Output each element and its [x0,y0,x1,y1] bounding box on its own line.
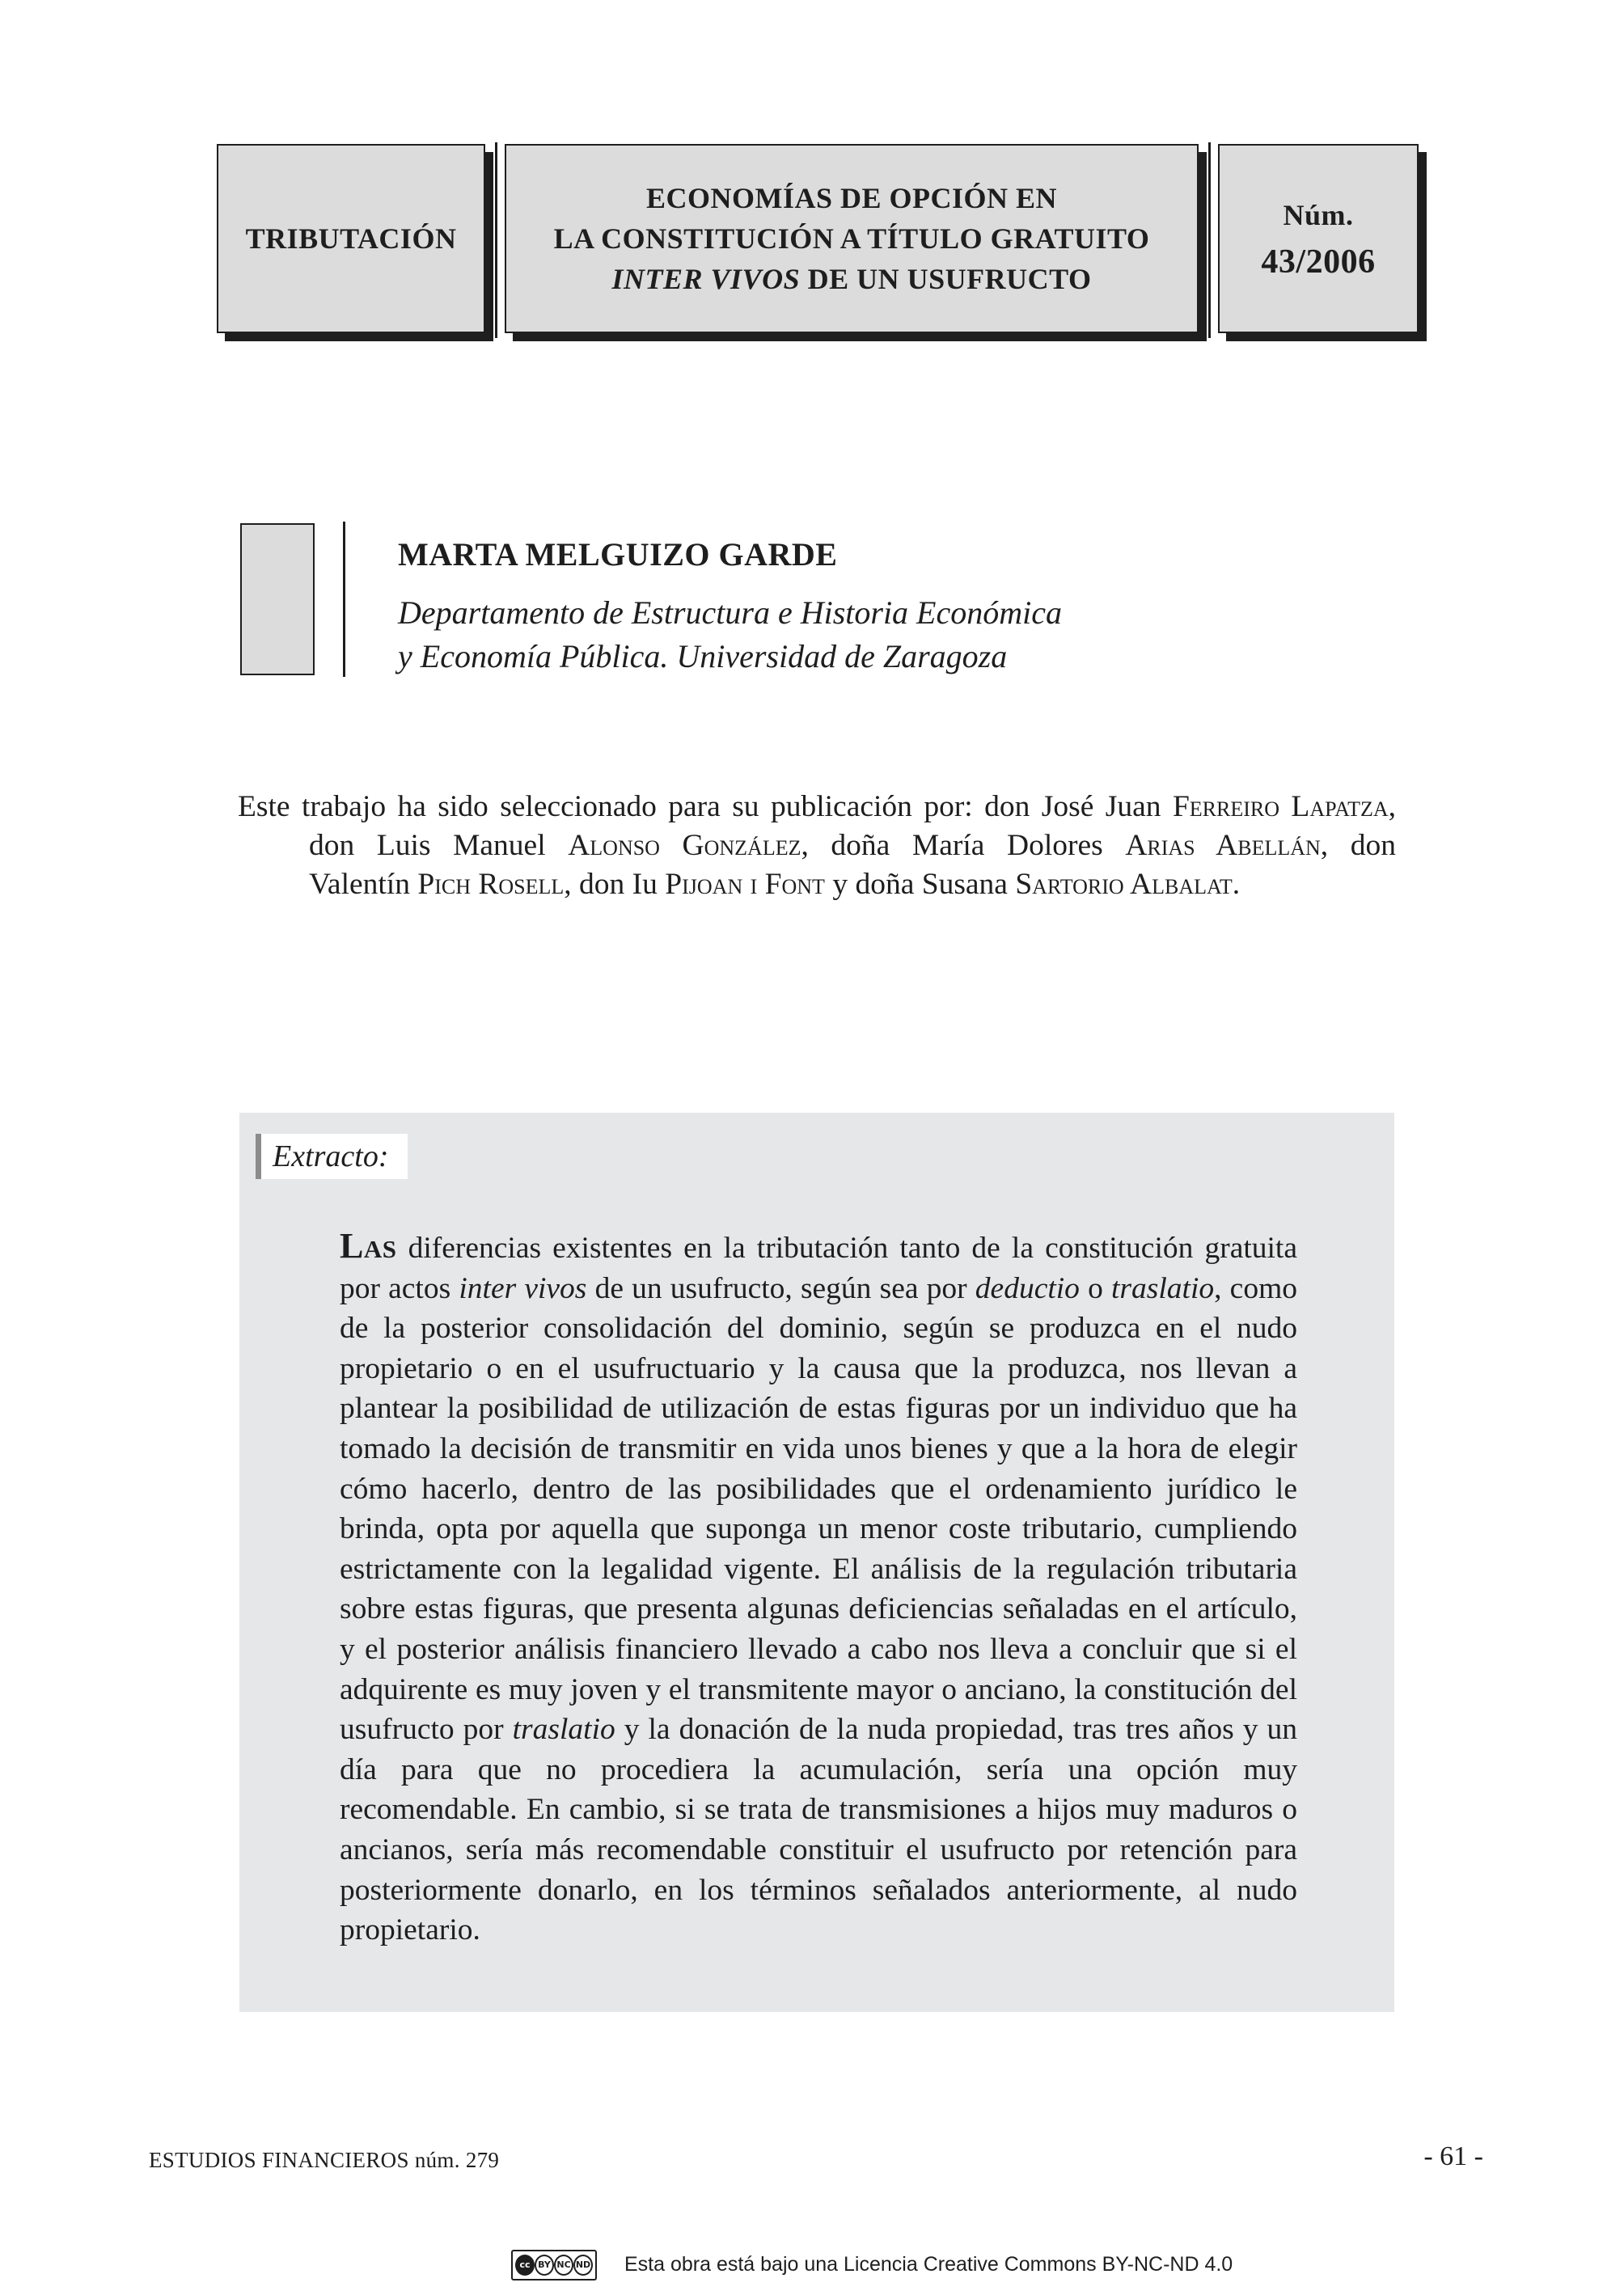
nc-icon: NC [554,2255,573,2276]
header-divider-right [1208,142,1211,338]
selection-note [238,788,1396,904]
abstract-text: Las diferencias existentes en la tributación tanto de la constitución gratuita por actos inter vivos de un usufructo, según sea por deductio o traslatio, como de la posterior consolidación del dominio, según se produzca en el nudo propietario o en el usufructuario y la causa que la produzca, nos llevan a plantear la posibilidad de utilización de estas figuras por un individuo que ha tomado la decisión de transmitir en vida unos bienes y que a la hora de elegir cómo hacerlo, dentro de las posibilidades que el ordenamiento jurídico le brinda, opta por aquella que suponga un menor coste tributario, cumpliendo estrictamente con la legalidad vigente. El análisis de la regulación tributaria sobre estas figuras, que presenta algunas deficiencias señaladas en el artículo, y el posterior análisis financiero llevado a cabo nos lleva a concluir que si el adquirente es muy joven y el transmitente mayor o anciano, la constitución del usufructo por traslatio y la donación de la nuda propiedad, tras tres años y un día para que no procediera la acumulación, sería una opción muy recomendable. En cambio, si se trata de transmisiones a hijos muy maduros o ancianos, sería más recomendable constituir el usufructo por retención para posteriormente donarlo, en los términos señalados anteriormente, al nudo propietario. [340,1226,1297,1947]
author-marker [240,523,315,675]
issue-box [1218,144,1419,333]
section-label: TRIBUTACIÓN [245,222,457,255]
abstract-dropcap: Las [340,1226,397,1266]
author-rule [343,522,345,677]
license-text: Esta obra está bajo una Licencia Creative Commons BY-NC-ND 4.0 [624,2253,1233,2276]
author-name: MARTA MELGUIZO GARDE [398,536,838,573]
affiliation-line-2: y Economía Pública. Universidad de Zaragoza [398,638,1008,674]
selection-line-2: don Luis Manuel Alonso González, doña María Dolores Arias Abellán, don [309,829,1396,862]
title-line-1: ECONOMÍAS DE OPCIÓN EN [645,182,1058,214]
title-line-3: INTER VIVOS DE UN USUFRUCTO [611,263,1092,295]
issue-label: Núm. [1283,199,1354,231]
abstract-label: Extracto: [256,1134,408,1179]
nd-icon: ND [573,2255,593,2276]
affiliation-line-1: Departamento de Estructura e Historia Económica [398,594,1062,631]
selection-line-1: Este trabajo ha sido seleccionado para su publicación por: don José Juan Ferreiro Lapatza, [238,790,1396,823]
cc-license-badge[interactable] [511,2250,597,2280]
selection-line-3: Valentín Pich Rosell, don Iu Pijoan i Font y doña Susana Sartorio Albalat. [309,868,1241,901]
issue-number: 43/2006 [1261,243,1376,281]
cc-icon: cc [515,2255,535,2276]
page-number: - 61 - [1423,2141,1483,2171]
title-line-2: LA CONSTITUCIÓN A TÍTULO GRATUITO [553,222,1150,255]
section-box [217,144,485,333]
journal-footer: ESTUDIOS FINANCIEROS núm. 279 [149,2148,500,2172]
title-box [505,144,1199,333]
by-icon: BY [535,2255,554,2276]
header-divider-left [495,142,497,338]
